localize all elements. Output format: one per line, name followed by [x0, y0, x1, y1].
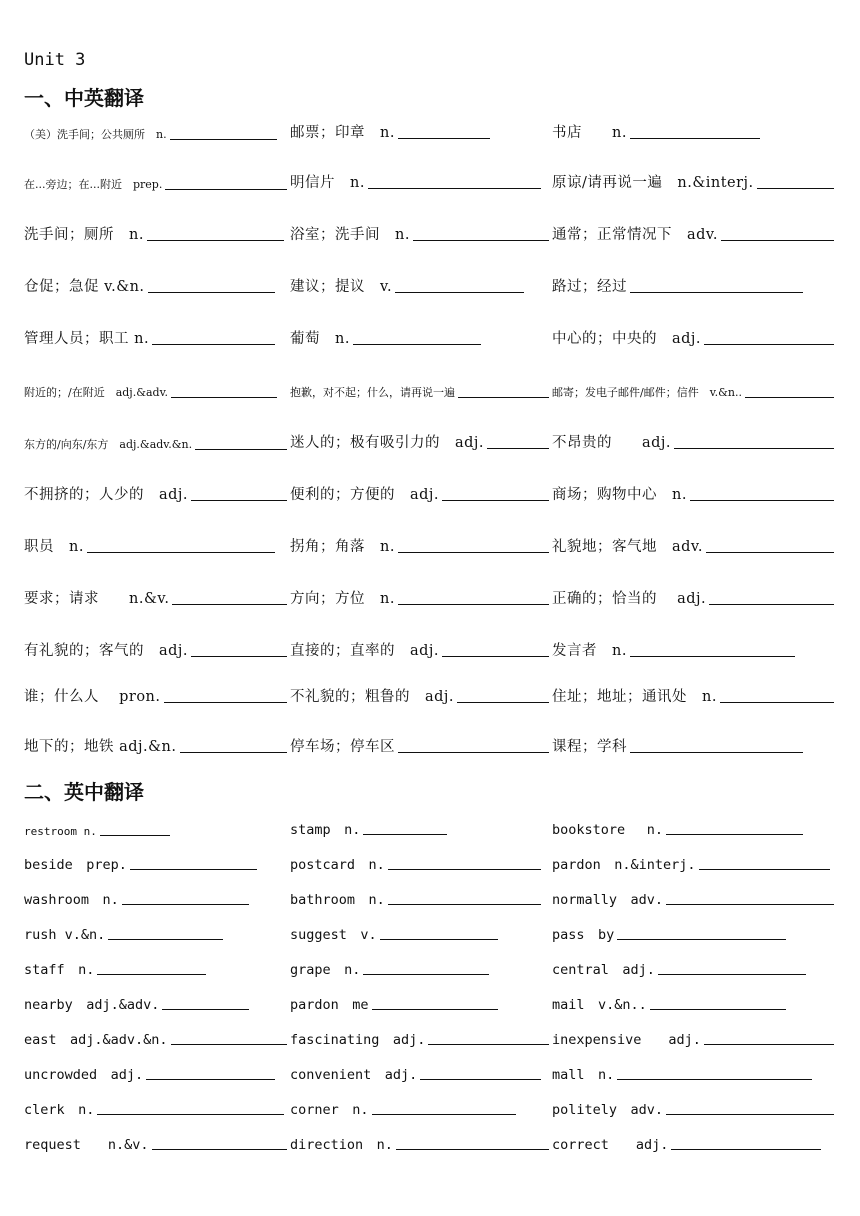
zh-en-item	[24, 120, 277, 142]
zh-en-item-label: 谁；什么人 pron.	[24, 689, 161, 705]
zh-en-item-label: 原谅/请再说一遍 n.&interj.	[552, 175, 754, 191]
answer-blank[interactable]	[363, 833, 447, 835]
zh-en-row	[0, 326, 860, 350]
zh-en-row	[0, 586, 860, 610]
en-zh-item-label: beside prep.	[24, 857, 127, 873]
en-zh-item	[552, 851, 830, 873]
zh-en-row	[0, 170, 860, 194]
zh-en-item-label: 有礼貌的；客气的 adj.	[24, 643, 189, 659]
en-zh-item	[552, 921, 786, 943]
en-zh-item	[552, 1061, 812, 1083]
en-zh-item-label: corner n.	[290, 1102, 369, 1118]
zh-en-item	[552, 430, 834, 452]
en-zh-item-label: grape n.	[290, 962, 361, 978]
en-zh-item	[290, 1061, 541, 1083]
answer-blank[interactable]	[388, 868, 541, 870]
zh-en-item-label: （美）洗手间；公共厕所 n.	[24, 128, 167, 141]
en-zh-item	[552, 991, 786, 1013]
zh-en-item	[290, 120, 490, 142]
en-zh-item	[552, 1026, 834, 1048]
en-zh-row	[0, 816, 860, 840]
answer-blank[interactable]	[617, 938, 786, 940]
answer-blank[interactable]	[162, 1008, 249, 1010]
en-zh-row	[0, 851, 860, 875]
en-zh-item-label: correct adj.	[552, 1137, 669, 1153]
zh-en-item-label: 不礼貌的；粗鲁的 adj.	[290, 689, 455, 705]
zh-en-item	[552, 482, 834, 504]
answer-blank[interactable]	[690, 499, 834, 501]
zh-en-item	[24, 326, 275, 348]
en-zh-item-label: pardon me	[290, 997, 369, 1013]
en-zh-item	[24, 1026, 287, 1048]
answer-blank[interactable]	[442, 655, 549, 657]
en-zh-item-label: suggest v.	[290, 927, 377, 943]
zh-en-item-label: 建议；提议 v.	[290, 279, 393, 295]
answer-blank[interactable]	[709, 603, 834, 605]
zh-en-row	[0, 120, 860, 144]
en-zh-item	[552, 1131, 821, 1153]
zh-en-item-label: 通常；正常情况下 adv.	[552, 227, 719, 243]
zh-en-item	[552, 170, 834, 192]
zh-en-item	[290, 638, 549, 660]
zh-en-item	[24, 378, 277, 400]
en-zh-item-label: postcard n.	[290, 857, 385, 873]
zh-en-item-label: 便利的；方便的 adj.	[290, 487, 440, 503]
answer-blank[interactable]	[97, 1113, 284, 1115]
zh-en-row	[0, 222, 860, 246]
answer-blank[interactable]	[699, 868, 830, 870]
zh-en-item	[290, 378, 549, 400]
answer-blank[interactable]	[191, 499, 287, 501]
en-zh-row	[0, 1061, 860, 1085]
answer-blank[interactable]	[108, 938, 223, 940]
answer-blank[interactable]	[398, 603, 549, 605]
en-zh-item-label: inexpensive adj.	[552, 1032, 701, 1048]
en-zh-item-label: pardon n.&interj.	[552, 857, 696, 873]
zh-en-item	[290, 430, 549, 452]
answer-blank[interactable]	[353, 343, 481, 345]
answer-blank[interactable]	[388, 903, 541, 905]
zh-en-item	[24, 734, 287, 756]
zh-en-item-label: 直接的；直率的 adj.	[290, 643, 440, 659]
zh-en-item-label: 仓促；急促 v.&n.	[24, 279, 145, 295]
answer-blank[interactable]	[130, 868, 257, 870]
zh-en-item-label: 迷人的；极有吸引力的 adj.	[290, 435, 485, 451]
zh-en-item-label: 附近的；/在附近 adj.&adv.	[24, 386, 169, 399]
en-zh-row	[0, 956, 860, 980]
answer-blank[interactable]	[630, 655, 795, 657]
answer-blank[interactable]	[458, 396, 549, 398]
zh-en-item-label: 商场；购物中心 n.	[552, 487, 687, 503]
zh-en-item-label: 拐角；角落 n.	[290, 539, 395, 555]
zh-en-item-label: 不拥挤的；人少的 adj.	[24, 487, 189, 503]
zh-en-item	[290, 684, 549, 706]
en-zh-item-label: restroom n.	[24, 825, 97, 838]
answer-blank[interactable]	[413, 239, 549, 241]
en-zh-item-label: uncrowded adj.	[24, 1067, 144, 1083]
zh-en-item	[290, 170, 541, 192]
answer-blank[interactable]	[148, 291, 275, 293]
answer-blank[interactable]	[97, 973, 206, 975]
answer-blank[interactable]	[100, 834, 170, 836]
zh-en-item-label: 地下的；地铁 adj.&n.	[24, 739, 177, 755]
en-zh-item	[290, 956, 489, 978]
answer-blank[interactable]	[658, 973, 806, 975]
en-zh-item-label: convenient adj.	[290, 1067, 418, 1083]
zh-en-item	[552, 120, 760, 142]
en-zh-item-label: rush v.&n.	[24, 927, 106, 943]
zh-en-item	[552, 222, 834, 244]
en-zh-item-label: stamp n.	[290, 822, 361, 838]
en-zh-item	[24, 1096, 284, 1118]
answer-blank[interactable]	[650, 1008, 786, 1010]
zh-en-item-label: 礼貌地；客气地 adv.	[552, 539, 704, 555]
en-zh-item	[290, 991, 498, 1013]
answer-blank[interactable]	[630, 751, 803, 753]
zh-en-item-label: 住址；地址；通讯处 n.	[552, 689, 717, 705]
zh-en-row	[0, 534, 860, 558]
en-zh-item	[552, 816, 803, 838]
zh-en-row	[0, 430, 860, 454]
answer-blank[interactable]	[721, 239, 834, 241]
zh-en-item	[290, 482, 549, 504]
en-zh-item-label: mall n.	[552, 1067, 615, 1083]
answer-blank[interactable]	[172, 603, 287, 605]
en-zh-item-label: normally adv.	[552, 892, 664, 908]
zh-en-item	[24, 534, 275, 556]
en-zh-item	[552, 956, 806, 978]
en-zh-item-label: politely adv.	[552, 1102, 664, 1118]
zh-en-item	[290, 222, 549, 244]
zh-en-item	[290, 534, 549, 556]
answer-blank[interactable]	[457, 701, 549, 703]
answer-blank[interactable]	[152, 1148, 287, 1150]
answer-blank[interactable]	[171, 1043, 287, 1045]
en-zh-item-label: east adj.&adv.&n.	[24, 1032, 168, 1048]
zh-en-item	[290, 734, 549, 756]
en-zh-item	[552, 886, 834, 908]
zh-en-item-label: 不昂贵的 adj.	[552, 435, 672, 451]
zh-en-item-label: 书店 n.	[552, 125, 627, 141]
en-zh-item	[24, 1061, 275, 1083]
answer-blank[interactable]	[396, 1148, 549, 1150]
answer-blank[interactable]	[146, 1078, 275, 1080]
answer-blank[interactable]	[704, 1043, 834, 1045]
answer-blank[interactable]	[398, 137, 490, 139]
en-zh-item	[290, 1096, 516, 1118]
zh-en-row	[0, 274, 860, 298]
zh-en-item	[290, 586, 549, 608]
zh-en-item-label: 职员 n.	[24, 539, 84, 555]
zh-en-item-label: 正确的；恰当的 adj.	[552, 591, 707, 607]
en-zh-item-label: bookstore n.	[552, 822, 664, 838]
zh-en-item-label: 要求；请求 n.&v.	[24, 591, 170, 607]
zh-en-item	[552, 734, 803, 756]
en-zh-item	[24, 886, 249, 908]
zh-en-item	[552, 326, 834, 348]
answer-blank[interactable]	[170, 138, 277, 140]
answer-blank[interactable]	[372, 1113, 516, 1115]
en-zh-item-label: direction n.	[290, 1137, 393, 1153]
zh-en-item-label: 路过；经过	[552, 279, 627, 295]
zh-en-item-label: 葡萄 n.	[290, 331, 350, 347]
answer-blank[interactable]	[428, 1043, 549, 1045]
zh-en-item	[290, 274, 524, 296]
zh-en-row	[0, 684, 860, 708]
answer-blank[interactable]	[630, 291, 803, 293]
zh-en-item	[24, 684, 287, 706]
answer-blank[interactable]	[757, 187, 834, 189]
en-zh-item	[24, 851, 257, 873]
en-zh-row	[0, 991, 860, 1015]
en-zh-item	[24, 956, 206, 978]
answer-blank[interactable]	[666, 903, 834, 905]
zh-en-item-label: 邮寄；发电子邮件/邮件；信件 v.&n..	[552, 386, 742, 399]
zh-en-item	[552, 378, 834, 400]
zh-en-item	[552, 274, 803, 296]
en-zh-row	[0, 886, 860, 910]
answer-blank[interactable]	[745, 396, 834, 398]
en-zh-item-label: clerk n.	[24, 1102, 95, 1118]
zh-en-row	[0, 482, 860, 506]
answer-blank[interactable]	[87, 551, 275, 553]
zh-en-item	[24, 586, 287, 608]
answer-blank[interactable]	[363, 973, 489, 975]
answer-blank[interactable]	[704, 343, 834, 345]
answer-blank[interactable]	[165, 188, 287, 190]
zh-en-item-label: 中心的；中央的 adj.	[552, 331, 702, 347]
unit-title: Unit 3	[24, 50, 86, 70]
zh-en-item-label: 邮票；印章 n.	[290, 125, 395, 141]
en-zh-row	[0, 1026, 860, 1050]
answer-blank[interactable]	[372, 1008, 498, 1010]
en-zh-item-label: staff n.	[24, 962, 95, 978]
zh-en-item-label: 洗手间；厕所 n.	[24, 227, 144, 243]
en-zh-item	[24, 921, 223, 943]
en-zh-item-label: fascinating adj.	[290, 1032, 426, 1048]
zh-en-item-label: 抱歉，对不起；什么，请再说一遍	[290, 386, 455, 399]
en-zh-item-label: nearby adj.&adv.	[24, 997, 160, 1013]
answer-blank[interactable]	[368, 187, 541, 189]
zh-en-row	[0, 638, 860, 662]
en-zh-item	[290, 1026, 549, 1048]
zh-en-item	[552, 684, 834, 706]
en-zh-item	[290, 921, 498, 943]
en-zh-item-label: washroom n.	[24, 892, 119, 908]
zh-en-row	[0, 734, 860, 758]
answer-blank[interactable]	[674, 447, 834, 449]
answer-blank[interactable]	[720, 701, 834, 703]
answer-blank[interactable]	[706, 551, 834, 553]
answer-blank[interactable]	[420, 1078, 541, 1080]
section-heading-zh-en: 一、中英翻译	[24, 86, 144, 110]
zh-en-item-label: 管理人员；职工 n.	[24, 331, 150, 347]
en-zh-item	[24, 991, 249, 1013]
zh-en-item-label: 停车场；停车区	[290, 739, 395, 755]
en-zh-item-label: bathroom n.	[290, 892, 385, 908]
zh-en-item	[24, 170, 287, 192]
zh-en-item-label: 东方的/向东/东方 adj.&adv.&n.	[24, 438, 193, 451]
en-zh-item-label: pass by	[552, 927, 615, 943]
answer-blank[interactable]	[171, 396, 277, 398]
answer-blank[interactable]	[395, 291, 524, 293]
en-zh-item	[290, 886, 541, 908]
answer-blank[interactable]	[666, 833, 803, 835]
en-zh-item-label: mail v.&n..	[552, 997, 647, 1013]
answer-blank[interactable]	[617, 1078, 812, 1080]
zh-en-item	[24, 482, 287, 504]
en-zh-item	[290, 851, 541, 873]
zh-en-item-label: 课程；学科	[552, 739, 627, 755]
zh-en-item	[552, 638, 795, 660]
zh-en-item	[24, 638, 287, 660]
answer-blank[interactable]	[487, 447, 549, 449]
answer-blank[interactable]	[380, 938, 498, 940]
en-zh-item	[24, 816, 170, 838]
en-zh-row	[0, 1096, 860, 1120]
answer-blank[interactable]	[398, 751, 549, 753]
en-zh-row	[0, 1131, 860, 1155]
answer-blank[interactable]	[122, 903, 249, 905]
en-zh-item	[24, 1131, 287, 1153]
zh-en-item-label: 在...旁边；在...附近 prep.	[24, 178, 163, 191]
en-zh-item	[552, 1096, 834, 1118]
zh-en-item	[552, 534, 834, 556]
answer-blank[interactable]	[630, 137, 760, 139]
zh-en-item	[24, 430, 287, 452]
zh-en-row	[0, 378, 860, 402]
answer-blank[interactable]	[191, 655, 287, 657]
zh-en-item-label: 浴室；洗手间 n.	[290, 227, 410, 243]
zh-en-item-label: 发言者 n.	[552, 643, 627, 659]
answer-blank[interactable]	[671, 1148, 821, 1150]
answer-blank[interactable]	[398, 551, 549, 553]
answer-blank[interactable]	[195, 448, 287, 450]
answer-blank[interactable]	[666, 1113, 834, 1115]
answer-blank[interactable]	[164, 701, 288, 703]
en-zh-item-label: central adj.	[552, 962, 655, 978]
en-zh-item-label: request n.&v.	[24, 1137, 149, 1153]
zh-en-item-label: 明信片 n.	[290, 175, 365, 191]
en-zh-row	[0, 921, 860, 945]
zh-en-item	[290, 326, 481, 348]
answer-blank[interactable]	[152, 343, 275, 345]
zh-en-item	[24, 222, 284, 244]
section-heading-en-zh: 二、英中翻译	[24, 780, 144, 804]
zh-en-item-label: 方向；方位 n.	[290, 591, 395, 607]
zh-en-item	[24, 274, 275, 296]
answer-blank[interactable]	[442, 499, 549, 501]
answer-blank[interactable]	[147, 239, 284, 241]
zh-en-item	[552, 586, 834, 608]
answer-blank[interactable]	[180, 751, 288, 753]
en-zh-item	[290, 1131, 549, 1153]
en-zh-item	[290, 816, 447, 838]
